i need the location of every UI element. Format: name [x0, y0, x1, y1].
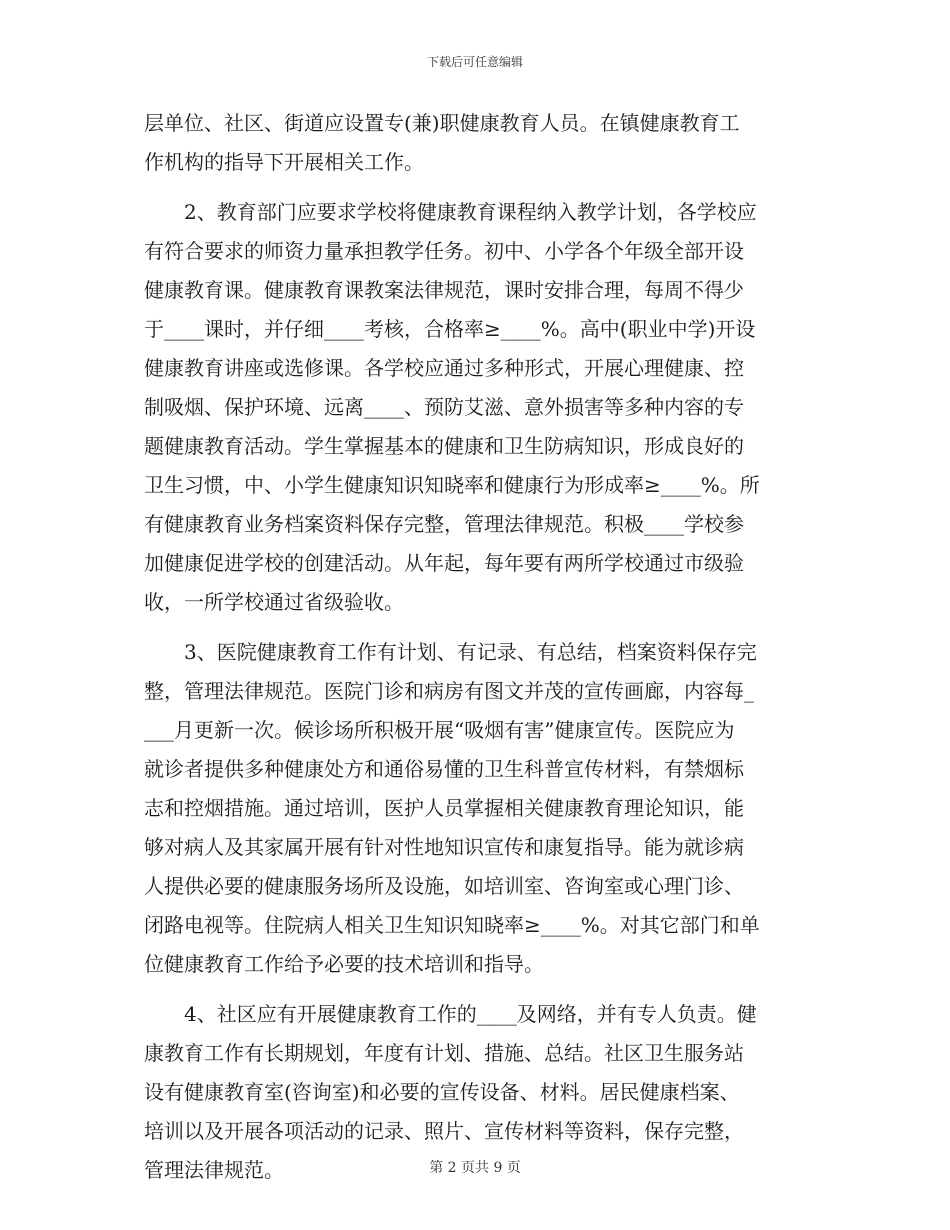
text-line: 闭路电视等。住院病人相关卫生知识知晓率≥____%。对其它部门和单 — [144, 913, 760, 937]
text-line: 有健康教育业务档案资料保存完整，管理法律规范。积极____学校参 — [144, 512, 744, 536]
page-number: 第 2 页共 9 页 — [429, 1160, 521, 1176]
text-line: 制吸烟、保护环境、远离____、预防艾滋、意外损害等多种内容的专 — [144, 395, 744, 419]
text-line: 题健康教育活动。学生掌握基本的健康和卫生防病知识，形成良好的 — [144, 434, 744, 458]
text-line: 收，一所学校通过省级验收。 — [144, 590, 404, 614]
text-line: 人提供必要的健康服务场所及设施，如培训室、咨询室或心理门诊、 — [144, 874, 744, 898]
text-line: 整，管理法律规范。医院门诊和病房有图文并茂的宣传画廊，内容每_ — [144, 679, 754, 703]
text-line: 够对病人及其家属开展有针对性地知识宣传和康复指导。能为就诊病 — [144, 835, 744, 859]
text-line: 2、教育部门应要求学校将健康教育课程纳入教学计划，各学校应 — [144, 200, 757, 224]
text-line: 设有健康教育室(咨询室)和必要的宣传设备、材料。居民健康档案、 — [144, 1080, 740, 1104]
text-line: 卫生习惯，中、小学生健康知识知晓率和健康行为形成率≥____%。所 — [144, 473, 760, 497]
text-line: 层单位、社区、街道应设置专(兼)职健康教育人员。在镇健康教育工 — [144, 111, 740, 135]
text-line: 康教育工作有长期规划，年度有计划、措施、总结。社区卫生服务站 — [144, 1041, 744, 1065]
text-line: 于____课时，并仔细____考核，合格率≥____%。高中(职业中学)开设 — [144, 317, 756, 341]
text-line: 管理法律规范。 — [144, 1158, 284, 1182]
text-line: 健康教育讲座或选修课。各学校应通过多种形式，开展心理健康、控 — [144, 356, 744, 380]
text-line: 就诊者提供多种健康处方和通俗易懂的卫生科普宣传材料，有禁烟标 — [144, 757, 744, 781]
page-footer — [0, 1157, 950, 1177]
text-line: 志和控烟措施。通过培训，医护人员掌握相关健康教育理论知识，能 — [144, 796, 744, 820]
text-line: 健康教育课。健康教育课教案法律规范，课时安排合理，每周不得少 — [144, 278, 744, 302]
text-line: 加健康促进学校的创建活动。从年起，每年要有两所学校通过市级验 — [144, 551, 744, 575]
document-body — [144, 104, 808, 1190]
text-line: 培训以及开展各项活动的记录、照片、宣传材料等资料，保存完整， — [144, 1119, 744, 1143]
text-line: 有符合要求的师资力量承担教学任务。初中、小学各个年级全部开设 — [144, 239, 744, 263]
text-line: 作机构的指导下开展相关工作。 — [144, 150, 424, 174]
text-line: ___月更新一次。候诊场所积极开展“吸烟有害”健康宣传。医院应为 — [144, 718, 735, 742]
text-line: 4、社区应有开展健康教育工作的____及网络，并有专人负责。健 — [144, 1002, 757, 1026]
text-line: 3、医院健康教育工作有计划、有记录、有总结，档案资料保存完 — [144, 640, 757, 664]
page-header: 下载后可任意编辑 — [426, 55, 523, 69]
text-line: 位健康教育工作给予必要的技术培训和指导。 — [144, 952, 544, 976]
